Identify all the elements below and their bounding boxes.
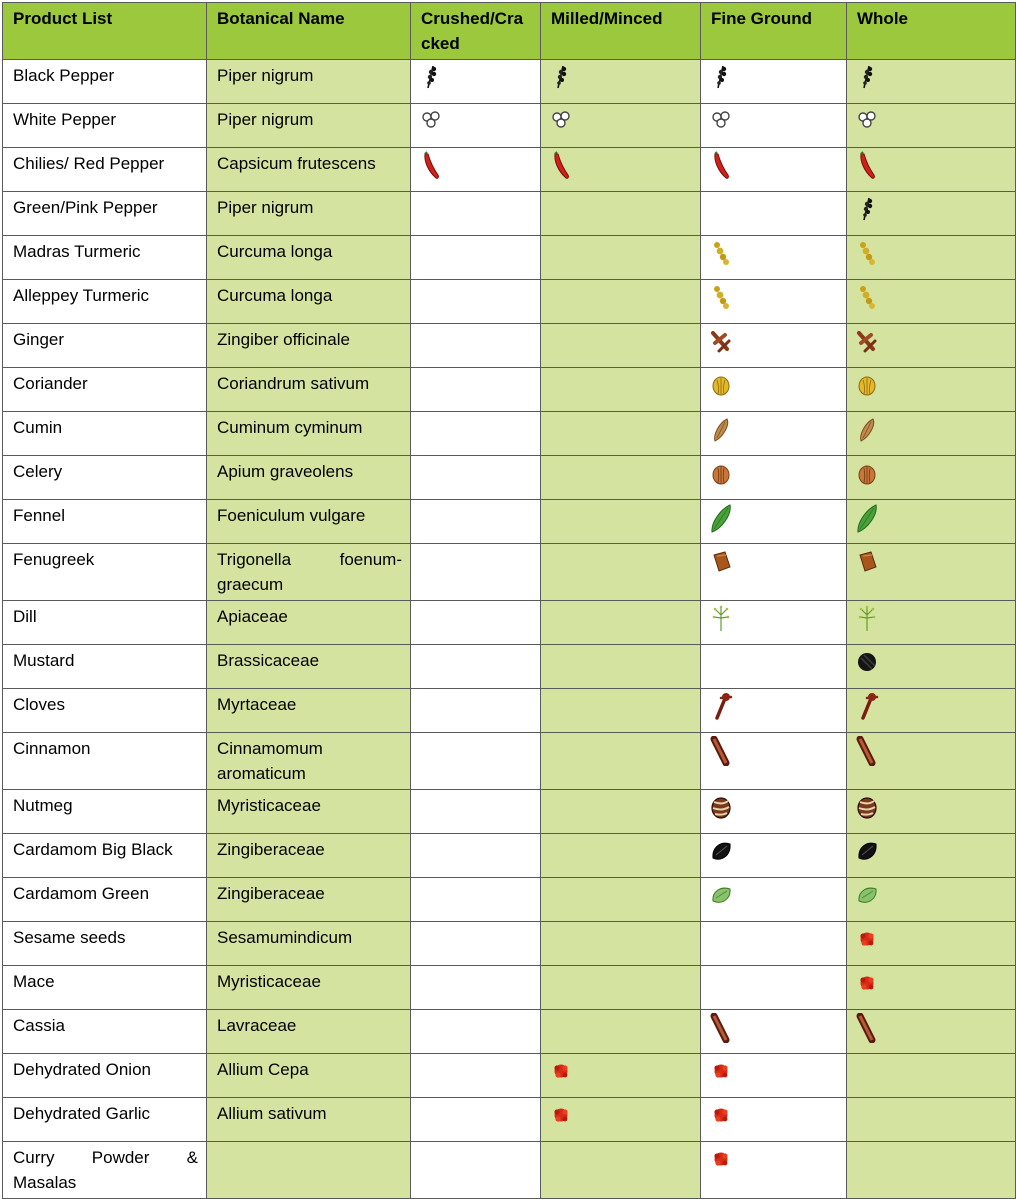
cell-product: Dill: [3, 601, 207, 645]
cumin-icon: [709, 415, 733, 445]
table-row: [3, 192, 1016, 236]
cell-whole: [847, 324, 1016, 368]
cell-fine-ground: [701, 1054, 847, 1098]
cell-milled-minced: [541, 368, 701, 412]
cell-milled-minced: [541, 544, 701, 601]
cell-product: Celery: [3, 456, 207, 500]
cell-botanical-name: Lavraceae: [207, 1010, 411, 1054]
celery-seed-icon: [855, 459, 879, 489]
turmeric-icon: [709, 239, 733, 269]
table-row: [3, 368, 1016, 412]
cinnamon-icon: [855, 736, 879, 766]
cell-crushed-cracked: [411, 1098, 541, 1142]
red-spice-icon: [709, 1057, 733, 1087]
table-row: [3, 834, 1016, 878]
cell-fine-ground: [701, 500, 847, 544]
cell-product: Alleppey Turmeric: [3, 280, 207, 324]
cell-whole: [847, 922, 1016, 966]
cell-crushed-cracked: [411, 1054, 541, 1098]
cell-whole: [847, 1142, 1016, 1199]
pepper-vine-icon: [419, 63, 443, 93]
cell-botanical-name: Myrtaceae: [207, 689, 411, 733]
table-row: [3, 324, 1016, 368]
cell-product: Black Pepper: [3, 60, 207, 104]
cell-botanical-name: Brassicaceae: [207, 645, 411, 689]
white-pepper-icon: [419, 107, 443, 137]
cell-milled-minced: [541, 324, 701, 368]
coriander-icon: [855, 371, 879, 401]
cell-botanical-name: Myristicaceae: [207, 966, 411, 1010]
table-row: [3, 148, 1016, 192]
cell-crushed-cracked: [411, 689, 541, 733]
cell-crushed-cracked: [411, 104, 541, 148]
green-cardamom-icon: [709, 881, 733, 911]
cell-fine-ground: [701, 324, 847, 368]
cell-botanical-name: Piper nigrum: [207, 192, 411, 236]
table-row: [3, 1054, 1016, 1098]
black-cardamom-icon: [709, 837, 733, 867]
header-crushed-cracked: Crushed/Cracked: [411, 3, 541, 60]
cell-fine-ground: [701, 368, 847, 412]
cell-botanical-name: Curcuma longa: [207, 280, 411, 324]
cell-crushed-cracked: [411, 324, 541, 368]
cell-product: Mustard: [3, 645, 207, 689]
table-row: [3, 645, 1016, 689]
cell-whole: [847, 60, 1016, 104]
cell-crushed-cracked: [411, 412, 541, 456]
cell-product: Madras Turmeric: [3, 236, 207, 280]
table-row: [3, 1098, 1016, 1142]
cell-product: Dehydrated Garlic: [3, 1098, 207, 1142]
cell-milled-minced: [541, 192, 701, 236]
header-milled-minced: Milled/Minced: [541, 3, 701, 60]
red-spice-icon: [709, 1101, 733, 1131]
cell-fine-ground: [701, 645, 847, 689]
mustard-icon: [855, 648, 879, 678]
ginger-icon: [709, 327, 733, 357]
cell-milled-minced: [541, 922, 701, 966]
header-fine-ground: Fine Ground: [701, 3, 847, 60]
nutmeg-icon: [709, 793, 733, 823]
cell-botanical-name: Coriandrum sativum: [207, 368, 411, 412]
cell-fine-ground: [701, 834, 847, 878]
table-row: [3, 236, 1016, 280]
cell-fine-ground: [701, 236, 847, 280]
table-body: [3, 60, 1016, 1199]
cell-crushed-cracked: [411, 500, 541, 544]
cell-milled-minced: [541, 966, 701, 1010]
turmeric-icon: [709, 283, 733, 313]
table-row: [3, 689, 1016, 733]
cell-crushed-cracked: [411, 834, 541, 878]
cell-product: Dehydrated Onion: [3, 1054, 207, 1098]
ginger-icon: [855, 327, 879, 357]
cell-milled-minced: [541, 280, 701, 324]
cell-botanical-name: Allium sativum: [207, 1098, 411, 1142]
cell-botanical-name: Zingiber officinale: [207, 324, 411, 368]
header-whole: Whole: [847, 3, 1016, 60]
dill-icon: [709, 604, 733, 634]
cell-botanical-name: Cinnamomum aromaticum: [207, 733, 411, 790]
turmeric-icon: [855, 283, 879, 313]
cell-product: Cardamom Green: [3, 878, 207, 922]
cell-milled-minced: [541, 601, 701, 645]
clove-icon: [855, 692, 879, 722]
cell-whole: [847, 834, 1016, 878]
cinnamon-icon: [709, 736, 733, 766]
cell-milled-minced: [541, 790, 701, 834]
cell-botanical-name: Apiaceae: [207, 601, 411, 645]
cell-whole: [847, 500, 1016, 544]
pepper-vine-icon: [855, 63, 879, 93]
cell-whole: [847, 790, 1016, 834]
cell-crushed-cracked: [411, 368, 541, 412]
red-spice-icon: [709, 1145, 733, 1175]
table-row: [3, 60, 1016, 104]
product-table: [2, 2, 1016, 1199]
cell-crushed-cracked: [411, 645, 541, 689]
cell-botanical-name: Sesamumindicum: [207, 922, 411, 966]
cell-whole: [847, 368, 1016, 412]
table-row: [3, 1010, 1016, 1054]
cell-fine-ground: [701, 280, 847, 324]
cell-whole: [847, 601, 1016, 645]
cell-crushed-cracked: [411, 544, 541, 601]
table-row: [3, 790, 1016, 834]
table-row: [3, 601, 1016, 645]
cell-product: Coriander: [3, 368, 207, 412]
cell-fine-ground: [701, 790, 847, 834]
cumin-icon: [855, 415, 879, 445]
white-pepper-icon: [855, 107, 879, 137]
cell-whole: [847, 544, 1016, 601]
fenugreek-icon: [709, 547, 733, 577]
cell-milled-minced: [541, 878, 701, 922]
cell-product: Chilies/ Red Pepper: [3, 148, 207, 192]
cell-product: Cassia: [3, 1010, 207, 1054]
cell-crushed-cracked: [411, 192, 541, 236]
cell-milled-minced: [541, 1010, 701, 1054]
cell-product: Cinnamon: [3, 733, 207, 790]
red-spice-icon: [549, 1101, 573, 1131]
cell-fine-ground: [701, 456, 847, 500]
cell-milled-minced: [541, 60, 701, 104]
cell-product: Sesame seeds: [3, 922, 207, 966]
cell-whole: [847, 1098, 1016, 1142]
cell-whole: [847, 412, 1016, 456]
cell-crushed-cracked: [411, 1142, 541, 1199]
cell-fine-ground: [701, 104, 847, 148]
fennel-icon: [709, 503, 733, 533]
cell-product: Nutmeg: [3, 790, 207, 834]
cell-botanical-name: Myristicaceae: [207, 790, 411, 834]
white-pepper-icon: [709, 107, 733, 137]
cell-crushed-cracked: [411, 456, 541, 500]
table-row: [3, 544, 1016, 601]
cell-product: Green/Pink Pepper: [3, 192, 207, 236]
chili-icon: [419, 151, 443, 181]
cell-fine-ground: [701, 733, 847, 790]
cell-fine-ground: [701, 1142, 847, 1199]
cinnamon-icon: [709, 1013, 733, 1043]
red-spice-icon: [549, 1057, 573, 1087]
cell-milled-minced: [541, 1142, 701, 1199]
cell-crushed-cracked: [411, 878, 541, 922]
cell-botanical-name: Zingiberaceae: [207, 834, 411, 878]
table-row: [3, 733, 1016, 790]
cell-whole: [847, 148, 1016, 192]
cell-milled-minced: [541, 104, 701, 148]
cell-product: Cloves: [3, 689, 207, 733]
chili-icon: [709, 151, 733, 181]
header-product-list: Product List: [3, 3, 207, 60]
cell-crushed-cracked: [411, 280, 541, 324]
cell-fine-ground: [701, 601, 847, 645]
table-header-row: [3, 3, 1016, 60]
cinnamon-icon: [855, 1013, 879, 1043]
cell-fine-ground: [701, 1098, 847, 1142]
cell-whole: [847, 280, 1016, 324]
cell-whole: [847, 689, 1016, 733]
white-pepper-icon: [549, 107, 573, 137]
table-row: [3, 878, 1016, 922]
coriander-icon: [709, 371, 733, 401]
cell-crushed-cracked: [411, 922, 541, 966]
cell-whole: [847, 236, 1016, 280]
cell-crushed-cracked: [411, 1010, 541, 1054]
cell-milled-minced: [541, 456, 701, 500]
cell-botanical-name: Apium graveolens: [207, 456, 411, 500]
cell-product: Curry Powder & Masalas: [3, 1142, 207, 1199]
fennel-icon: [855, 503, 879, 533]
cell-milled-minced: [541, 689, 701, 733]
cell-fine-ground: [701, 1010, 847, 1054]
header-botanical-name: Botanical Name: [207, 3, 411, 60]
cell-milled-minced: [541, 645, 701, 689]
cell-crushed-cracked: [411, 60, 541, 104]
cell-whole: [847, 878, 1016, 922]
cell-fine-ground: [701, 60, 847, 104]
cell-botanical-name: Foeniculum vulgare: [207, 500, 411, 544]
cell-botanical-name: [207, 1142, 411, 1199]
cell-whole: [847, 733, 1016, 790]
cell-fine-ground: [701, 922, 847, 966]
turmeric-icon: [855, 239, 879, 269]
table-row: [3, 280, 1016, 324]
table-row: [3, 500, 1016, 544]
cell-botanical-name: Zingiberaceae: [207, 878, 411, 922]
fenugreek-icon: [855, 547, 879, 577]
cell-product: White Pepper: [3, 104, 207, 148]
dill-icon: [855, 604, 879, 634]
cell-product: Ginger: [3, 324, 207, 368]
cell-whole: [847, 1010, 1016, 1054]
cell-botanical-name: Capsicum frutescens: [207, 148, 411, 192]
clove-icon: [709, 692, 733, 722]
cell-milled-minced: [541, 500, 701, 544]
cell-botanical-name: Cuminum cyminum: [207, 412, 411, 456]
table-row: [3, 922, 1016, 966]
cell-product: Cardamom Big Black: [3, 834, 207, 878]
chili-icon: [855, 151, 879, 181]
cell-whole: [847, 1054, 1016, 1098]
black-cardamom-icon: [855, 837, 879, 867]
cell-botanical-name: Piper nigrum: [207, 60, 411, 104]
cell-fine-ground: [701, 544, 847, 601]
green-cardamom-icon: [855, 881, 879, 911]
table-row: [3, 1142, 1016, 1199]
cell-crushed-cracked: [411, 601, 541, 645]
cell-botanical-name: Curcuma longa: [207, 236, 411, 280]
cell-fine-ground: [701, 966, 847, 1010]
cell-crushed-cracked: [411, 966, 541, 1010]
cell-whole: [847, 192, 1016, 236]
cell-crushed-cracked: [411, 236, 541, 280]
cell-milled-minced: [541, 1054, 701, 1098]
cell-whole: [847, 456, 1016, 500]
cell-botanical-name: Piper nigrum: [207, 104, 411, 148]
cell-whole: [847, 966, 1016, 1010]
pepper-vine-icon: [855, 195, 879, 225]
cell-whole: [847, 104, 1016, 148]
cell-product: Fenugreek: [3, 544, 207, 601]
cell-milled-minced: [541, 412, 701, 456]
cell-product: Fennel: [3, 500, 207, 544]
cell-product: Cumin: [3, 412, 207, 456]
table-row: [3, 412, 1016, 456]
chili-icon: [549, 151, 573, 181]
cell-crushed-cracked: [411, 733, 541, 790]
cell-botanical-name: Allium Cepa: [207, 1054, 411, 1098]
cell-milled-minced: [541, 148, 701, 192]
cell-crushed-cracked: [411, 790, 541, 834]
cell-milled-minced: [541, 236, 701, 280]
cell-milled-minced: [541, 834, 701, 878]
cell-milled-minced: [541, 1098, 701, 1142]
cell-product: Mace: [3, 966, 207, 1010]
cell-fine-ground: [701, 192, 847, 236]
cell-fine-ground: [701, 412, 847, 456]
cell-crushed-cracked: [411, 148, 541, 192]
cell-whole: [847, 645, 1016, 689]
pepper-vine-icon: [549, 63, 573, 93]
table-row: [3, 966, 1016, 1010]
cell-botanical-name: Trigonella foenum-graecum: [207, 544, 411, 601]
pepper-vine-icon: [709, 63, 733, 93]
celery-seed-icon: [709, 459, 733, 489]
cell-fine-ground: [701, 148, 847, 192]
table-row: [3, 104, 1016, 148]
nutmeg-icon: [855, 793, 879, 823]
cell-milled-minced: [541, 733, 701, 790]
cell-fine-ground: [701, 689, 847, 733]
cell-fine-ground: [701, 878, 847, 922]
red-spice-icon: [855, 969, 879, 999]
table-row: [3, 456, 1016, 500]
